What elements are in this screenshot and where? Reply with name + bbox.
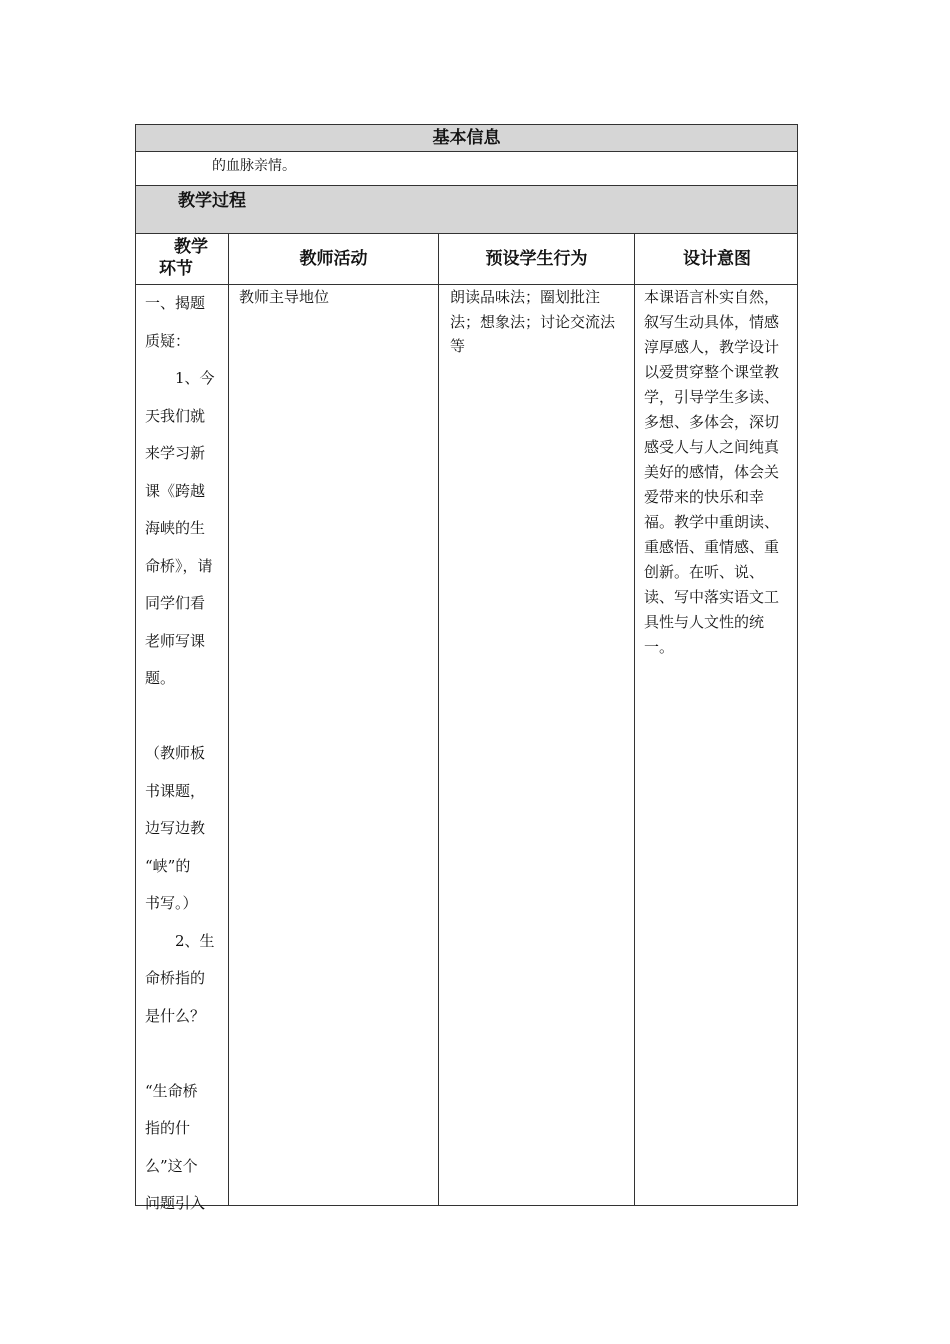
teaching-process-header: 教学过程	[136, 186, 797, 233]
stage-line: 课《跨越	[145, 481, 206, 500]
stage-line: 1、今	[145, 369, 215, 387]
stage-line: “峡”的	[145, 856, 191, 875]
stage-line: 边写边教	[145, 819, 206, 837]
column-header-student-behavior: 预设学生行为	[485, 249, 588, 269]
column-header-design-intent: 设计意图	[683, 249, 751, 269]
column-header-stage	[136, 234, 228, 284]
stage-line: 天我们就	[145, 406, 206, 425]
stage-line: 指的什	[145, 1119, 191, 1137]
stage-line: 命桥指的	[145, 969, 206, 987]
lesson-plan-table	[135, 124, 798, 1212]
stage-line: 命桥》，请	[145, 556, 213, 575]
stage-line: 来学习新	[145, 444, 206, 462]
stage-line: 同学们看	[145, 594, 206, 612]
teacher-activity-cell: 教师主导地位	[239, 288, 330, 306]
column-divider	[228, 234, 229, 1206]
stage-line: 海峡的生	[145, 519, 206, 537]
stage-line: 么”这个	[145, 1156, 198, 1175]
stage-line: 一、揭题	[145, 294, 206, 312]
student-behavior-cell: 朗读品味法；圈划批注法；想象法；讨论交流法等	[450, 288, 616, 355]
continued-text-row: 的血脉亲情。	[212, 158, 296, 174]
stage-line: “生命桥	[145, 1081, 198, 1100]
stage-line: 2、生	[145, 931, 215, 950]
stage-line: 书课题，	[145, 781, 206, 800]
column-header-stage-line2: 环节	[159, 259, 193, 279]
stage-line: 问题引入	[145, 1194, 206, 1212]
column-divider	[438, 234, 439, 1206]
design-intent-cell: 本课语言朴实自然，叙写生动具体，情感淳厚感人，教学设计以爱贯穿整个课堂教学，引导学生多读、多想、多体会，深切感受人与人之间纯真美好的感情，体会关爱带来的快乐和幸福。教学中重朗读、重感悟、重情感、重创新。在听、说、读、写中落实语文工具性与人文性的统一。	[644, 288, 780, 656]
stage-line	[145, 1035, 220, 1073]
stage-line: （教师板	[145, 744, 206, 762]
column-header-teacher-activity: 教师活动	[299, 249, 368, 269]
stage-line: 书写。）	[145, 894, 198, 912]
teaching-stage-cell	[136, 285, 228, 1223]
stage-line: 质疑：	[145, 331, 191, 350]
basic-info-header: 基本信息	[136, 125, 797, 151]
stage-line: 老师写课	[145, 631, 206, 650]
stage-line: 题。	[145, 669, 176, 687]
stage-line: 是什么？	[145, 1006, 206, 1025]
column-header-stage-line1: 教学	[174, 237, 208, 257]
stage-line	[145, 698, 220, 736]
